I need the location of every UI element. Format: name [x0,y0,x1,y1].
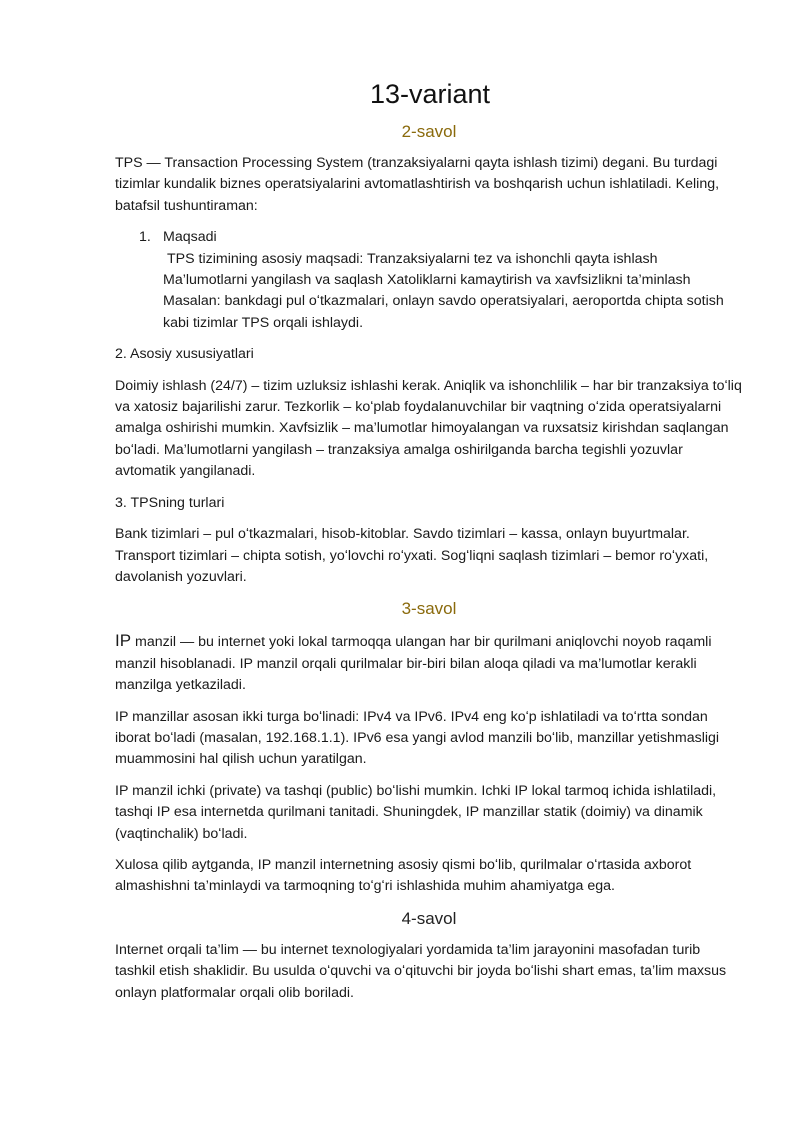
ip-lead-word: IP [115,631,132,651]
tps-intro-paragraph: TPS — Transaction Processing System (tranzaksiyalarni qayta ishlash tizimi) degani. Bu turdagi tizimlar kundalik biznes operatsiyalarini avtomatlashtirish va boshqarish uchun ishlatiladi. Keling, batafsil tushuntiraman: [115,155,720,214]
section-heading-4-savol: 4-savol [401,908,457,928]
ip-paragraph-4: Xulosa qilib aytganda, IP manzil internetning asosiy qismi boʻlib, qurilmalar oʻrtasida axborot almashishni ta’minlaydi va tarmoqning toʻgʻri ishlashida muhim ahamiyatga ega. [115,856,692,895]
list-item-line-1: TPS tizimining asosiy maqsadi: Tranzaksiyalarni tez va ishonchli qayta ishlash [167,250,658,267]
document-title: 13-variant [369,79,491,109]
ip-paragraph-1-text: manzil — bu internet yoki lokal tarmoqqa ulangan har bir qurilmani aniqlovchi noyob raqamli manzil hisoblanadi. IP manzil orqali qurilmalar bir-biri bilan aloqa qiladi va ma’lumotlar kerakli manzilga yetkaziladi. [115,634,712,694]
internet-talim-paragraph: Internet orqali ta’lim — bu internet texnologiyalari yordamida ta’lim jarayonini masofadan turib tashkil etish shaklidir. Bu usulda oʻquvchi va oʻqituvchi bir joyda boʻlishi shart emas, ta’lim maxsus onlayn platformalar orqali olib boriladi. [115,941,727,1001]
ip-paragraph-2: IP manzillar asosan ikki turga boʻlinadi: IPv4 va IPv6. IPv4 eng koʻp ishlatiladi va toʻrtta sondan iborat boʻladi (masalan, 192.168.1.1). IPv6 esa yangi avlod manzili boʻlib, manzillar yetishmasligi muammosini hal qilish uchun yaratilgan. [115,708,720,768]
list-item-line-3: Masalan: bankdagi pul oʻtkazmalari, onlayn savdo operatsiyalari, aeroportda chipta sotish kabi tizimlar TPS orqali ishlaydi. [163,293,724,331]
ip-paragraph-3: IP manzil ichki (private) va tashqi (public) boʻlishi mumkin. Ichki IP lokal tarmoq ichida ishlatiladi, tashqi IP esa internetda qurilmani tanitadi. Shuningdek, IP manzillar statik (doimiy) va dinamik (vaqtinchalik) boʻladi. [115,782,717,842]
section-heading-3-savol: 3-savol [401,599,457,619]
list-item-title: Maqsadi [163,229,217,246]
list-item-line-2: Ma’lumotlarni yangilash va saqlash Xatoliklarni kamaytirish va xavfsizlikni ta’minlash [163,272,691,289]
tps-turlari-paragraph: Bank tizimlari – pul oʻtkazmalari, hisob-kitoblar. Savdo tizimlari – kassa, onlayn buyurtmalar. Transport tizimlari – chipta sotish, yoʻlovchi roʻyxati. Sogʻliqni saqlash tizimlari – bemor roʻyxati, davolanish yozuvlari. [115,526,709,585]
list-item-number: 1. [139,229,151,246]
ip-paragraph-1 [115,630,743,696]
subsection-heading-tps-turlari: 3. TPSning turlari [115,494,225,511]
document-page [115,78,743,1014]
numbered-list [115,227,743,334]
section-heading-2-savol: 2-savol [401,122,457,141]
list-item-maqsadi [115,227,743,334]
subsection-heading-asosiy-xususiyatlari: 2. Asosiy xususiyatlari [115,346,254,363]
xususiyatlari-paragraph: Doimiy ishlash (24/7) – tizim uzluksiz ishlashi kerak. Aniqlik va ishonchlilik – har bir tranzaksiya toʻliq va xatosiz bajarilishi zarur. Tezkorlik – koʻplab foydalanuvchilar bir vaqtning oʻzida operatsiyalarni amalga oshirishi mumkin. Xavfsizlik – ma’lumotlar himoyalangan va ruxsatsiz kirishdan saqlangan boʻladi. Ma’lumotlarni yangilash – tranzaksiya amalga oshirilganda barcha tegishli yozuvlar avtomatik yangilanadi. [115,377,742,480]
